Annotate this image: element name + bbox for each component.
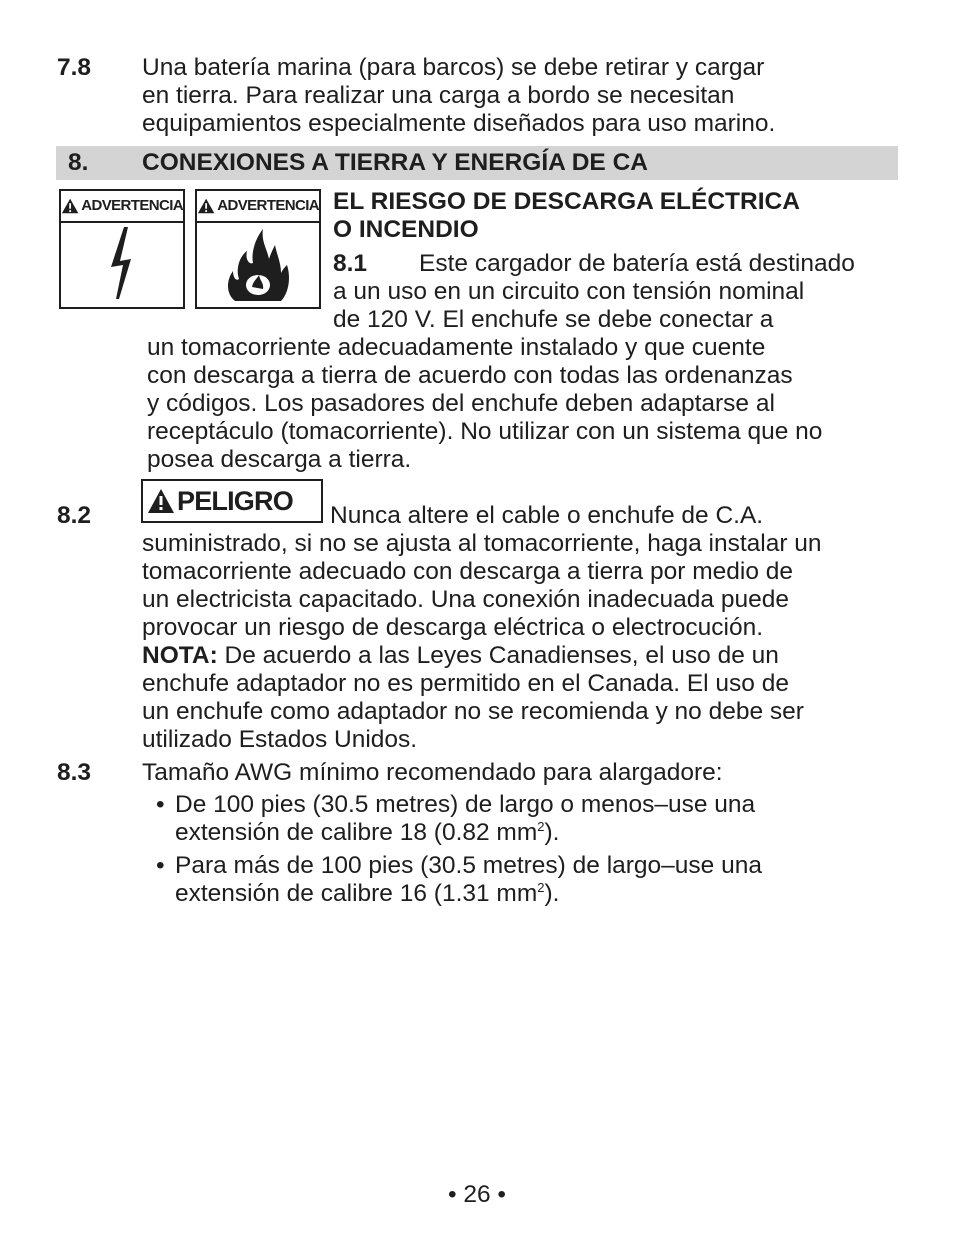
section-8-header bbox=[56, 146, 898, 180]
bullet-item-line: De 100 pies (30.5 metres) de largo o menos–use una bbox=[175, 791, 756, 818]
section-8-1-line: y códigos. Los pasadores del enchufe deben adaptarse al bbox=[147, 390, 775, 417]
section-7-8-number: 7.8 bbox=[57, 54, 92, 81]
warning-triangle-icon bbox=[147, 488, 175, 514]
risk-heading-line: O INCENDIO bbox=[333, 216, 479, 243]
bullet-item-line bbox=[175, 819, 559, 847]
note-line: un enchufe como adaptador no se recomienda y no debe ser bbox=[142, 698, 804, 725]
note-line: enchufe adaptador no es permitido en el Canada. El uso de bbox=[142, 670, 789, 697]
note-line bbox=[142, 642, 779, 670]
warning-triangle-icon bbox=[61, 197, 79, 215]
warning-triangle-icon bbox=[197, 197, 215, 215]
section-8-2-number: 8.2 bbox=[57, 502, 92, 529]
lightning-bolt-icon bbox=[61, 223, 183, 307]
section-7-8-line: en tierra. Para realizar una carga a bordo se necesitan bbox=[142, 82, 735, 109]
section-8-1-line: de 120 V. El enchufe se debe conectar a bbox=[333, 306, 774, 333]
danger-label bbox=[141, 479, 323, 523]
section-8-2-line: suministrado, si no se ajusta al tomacorriente, haga instalar un bbox=[142, 530, 822, 557]
bullet-text: ). bbox=[544, 880, 560, 907]
superscript: 2 bbox=[537, 880, 545, 895]
bullet-marker: • bbox=[156, 852, 165, 879]
section-8-1-line: posea descarga a tierra. bbox=[147, 446, 412, 473]
section-8-1-line: Este cargador de batería está destinado bbox=[419, 250, 855, 277]
fire-icon bbox=[197, 223, 319, 307]
section-8-2-line: un electricista capacitado. Una conexión inadecuada puede bbox=[142, 586, 789, 613]
section-8-2-line: provocar un riesgo de descarga eléctrica o electrocución. bbox=[142, 614, 764, 641]
note-line: utilizado Estados Unidos. bbox=[142, 726, 418, 753]
section-8-1-line: con descarga a tierra de acuerdo con todas las ordenanzas bbox=[147, 362, 793, 389]
page-number: • 26 • bbox=[447, 1181, 507, 1208]
warning-label-text: ADVERTENCIA bbox=[217, 197, 319, 214]
warning-label-text: ADVERTENCIA bbox=[81, 197, 183, 214]
section-8-1-line: receptáculo (tomacorriente). No utilizar con un sistema que no bbox=[147, 418, 823, 445]
section-8-1-line: a un uso en un circuito con tensión nominal bbox=[333, 278, 805, 305]
bullet-item-line bbox=[175, 880, 559, 908]
note-label: NOTA: bbox=[142, 642, 218, 669]
section-7-8-line: equipamientos especialmente diseñados para uso marino. bbox=[142, 110, 776, 137]
section-8-2-line: Nunca altere el cable o enchufe de C.A. bbox=[330, 502, 764, 529]
section-8-3-intro: Tamaño AWG mínimo recomendado para alargadore: bbox=[142, 759, 723, 786]
section-8-3-number: 8.3 bbox=[57, 759, 92, 786]
danger-label-text: PELIGRO bbox=[177, 486, 293, 516]
section-8-1-line: un tomacorriente adecuadamente instalado y que cuente bbox=[147, 334, 766, 361]
risk-heading-line: EL RIESGO DE DESCARGA ELÉCTRICA bbox=[333, 188, 800, 215]
warning-label-shock bbox=[59, 189, 185, 309]
warning-label-fire bbox=[195, 189, 321, 309]
bullet-text: extensión de calibre 16 (1.31 mm bbox=[175, 880, 538, 907]
bullet-text: ). bbox=[544, 819, 560, 846]
section-8-title: CONEXIONES A TIERRA Y ENERGÍA DE CA bbox=[142, 149, 648, 176]
superscript: 2 bbox=[537, 819, 545, 834]
section-7-8-line: Una batería marina (para barcos) se debe retirar y cargar bbox=[142, 54, 765, 81]
bullet-text: extensión de calibre 18 (0.82 mm bbox=[175, 819, 538, 846]
section-8-2-line: tomacorriente adecuado con descarga a tierra por medio de bbox=[142, 558, 793, 585]
note-text: De acuerdo a las Leyes Canadienses, el uso de un bbox=[217, 642, 779, 669]
section-8-number: 8. bbox=[68, 149, 89, 176]
bullet-marker: • bbox=[156, 791, 165, 818]
bullet-item-line: Para más de 100 pies (30.5 metres) de largo–use una bbox=[175, 852, 762, 879]
section-8-1-number: 8.1 bbox=[333, 250, 368, 277]
